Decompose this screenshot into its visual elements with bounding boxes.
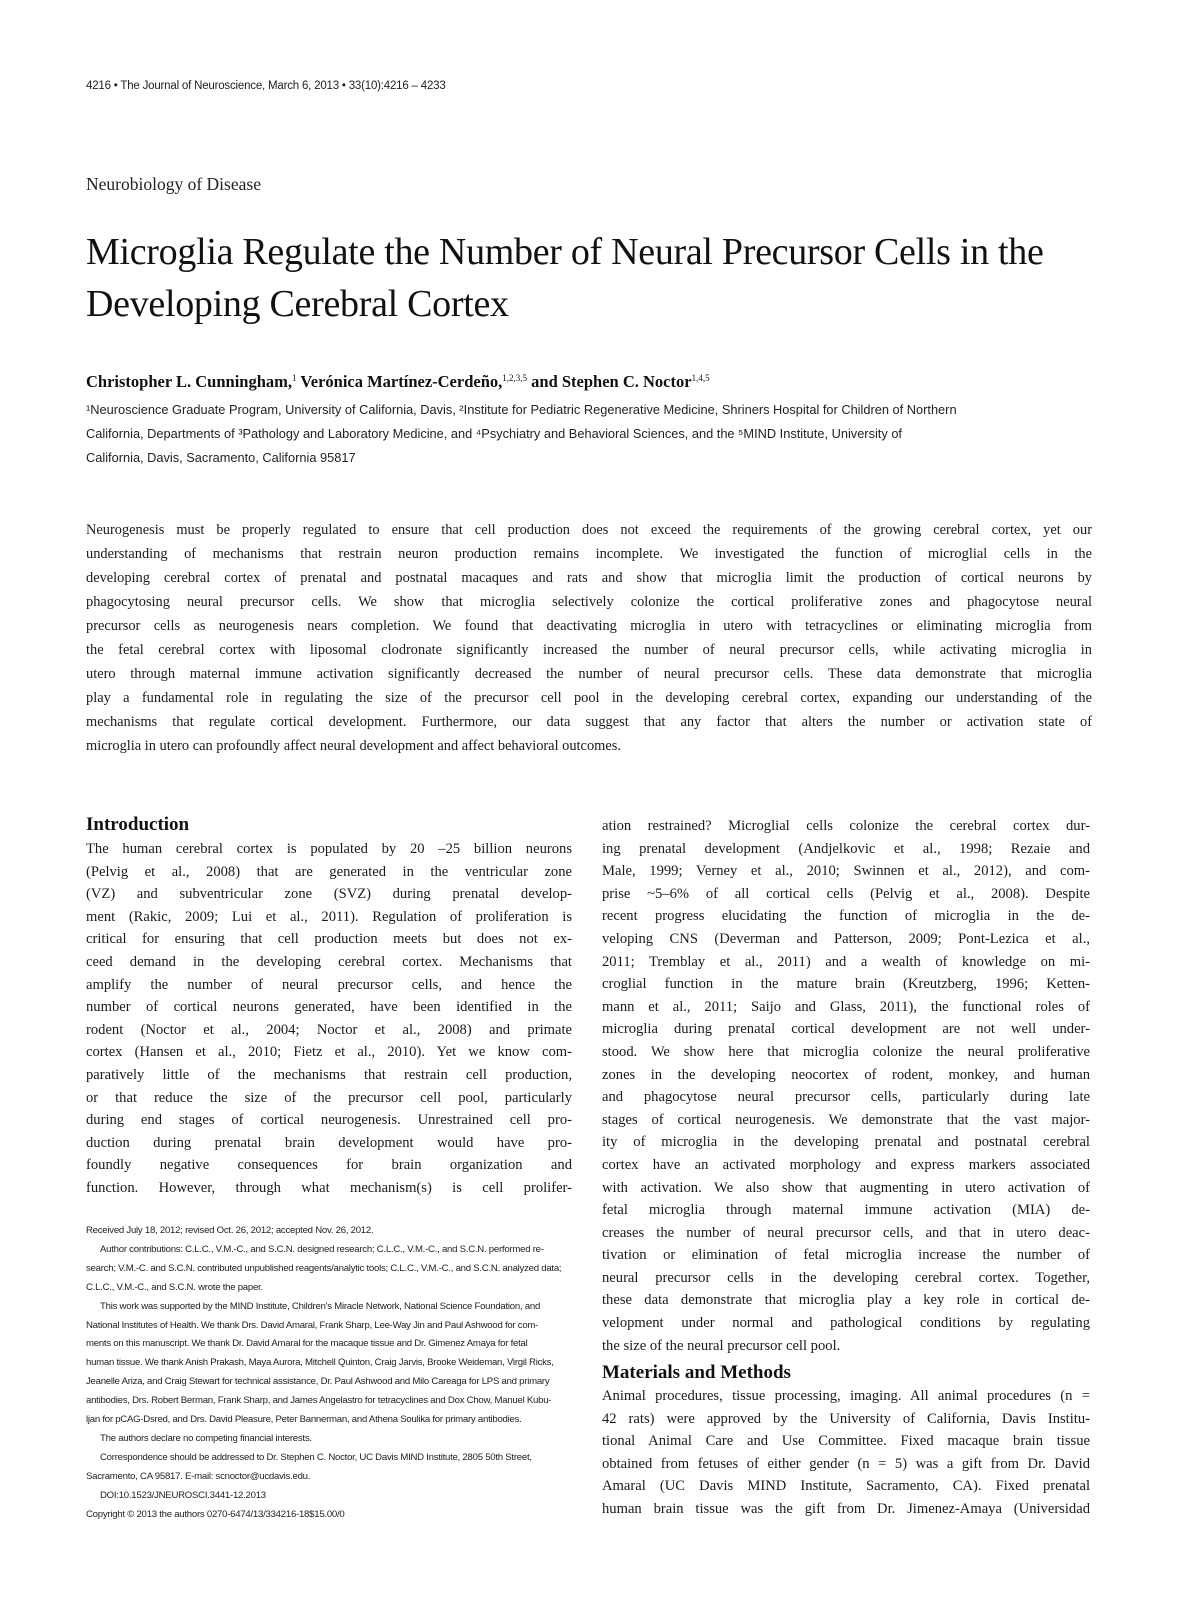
body-line: fetal microglia through maternal immune activation (MIA) de- xyxy=(602,1202,1090,1219)
body-line: ceed demand in the developing cerebral cortex. Mechanisms that xyxy=(86,953,572,970)
body-line: critical for ensuring that cell production meets but does not ex- xyxy=(86,931,572,948)
body-line: paratively little of the mechanisms that restrain cell production, xyxy=(86,1066,572,1083)
affiliation-line: California, Departments of ³Pathology and Laboratory Medicine, and ⁴Psychiatry and Behavioral Sciences, and the ⁵MIND Institute, University of xyxy=(86,426,902,441)
body-line: creases the number of neural precursor cells, and that in utero deac- xyxy=(602,1224,1090,1241)
body-line: obtained from fetuses of either gender (n = 5) was a gift from Dr. David xyxy=(602,1455,1090,1472)
body-line: (Pelvig et al., 2008) that are generated in the ventricular zone xyxy=(86,863,572,880)
footnote-line: Author contributions: C.L.C., V.M.-C., and S.C.N. designed research; C.L.C., V.M.-C., and S.C.N. performed re- xyxy=(100,1243,544,1255)
footnote-line: Jeanelle Ariza, and Craig Stewart for technical assistance, Dr. Paul Ashwood and Milo Careaga for LPS and primary xyxy=(86,1376,550,1388)
body-line: tional Animal Care and Use Committee. Fixed macaque brain tissue xyxy=(602,1433,1090,1450)
abstract-line: the fetal cerebral cortex with liposomal clodronate significantly increased the number of neural precursor cells, while activating microglia in xyxy=(86,642,1092,658)
body-line: and phagocytose neural precursor cells, particularly during late xyxy=(602,1089,1090,1106)
footnote-line: National Institutes of Health. We thank Drs. David Amaral, Frank Sharp, Lee-Way Jin and Paul Ashwood for com- xyxy=(86,1319,539,1331)
body-line: human brain tissue was the gift from Dr. Jimenez-Amaya (Universidad xyxy=(602,1500,1090,1517)
footnote-line: antibodies, Drs. Robert Berman, Frank Sharp, and James Angelastro for tetracyclines and Dox Chow, Manuel Kubu- xyxy=(86,1395,552,1407)
footnote-line: ljan for pCAG-Dsred, and Drs. David Pleasure, Peter Bannerman, and Athena Soulika for primary antibodies. xyxy=(86,1414,522,1426)
body-line: ing prenatal development (Andjelkovic et al., 1998; Rezaie and xyxy=(602,840,1090,857)
body-line: duction during prenatal brain development would have pro- xyxy=(86,1134,572,1151)
footnote-line: DOI:10.1523/JNEUROSCI.3441-12.2013 xyxy=(100,1489,266,1501)
abstract-line: mechanisms that regulate cortical development. Furthermore, our data suggest that any factor that alters the number or activation state of xyxy=(86,714,1092,730)
body-line: tivation or elimination of fetal microglia increase the number of xyxy=(602,1247,1090,1264)
body-line: zones in the developing neocortex of rodent, monkey, and human xyxy=(602,1066,1090,1083)
body-line: stages of cortical neurogenesis. We demonstrate that the vast major- xyxy=(602,1111,1090,1128)
abstract-line: play a fundamental role in regulating the size of the precursor cell pool in the developing cerebral cortex, expanding our understanding of the xyxy=(86,690,1092,706)
body-line: rodent (Noctor et al., 2004; Noctor et al., 2008) and primate xyxy=(86,1021,572,1038)
body-line: ment (Rakic, 2009; Lui et al., 2011). Regulation of proliferation is xyxy=(86,908,572,925)
body-line: ity of microglia in the developing prenatal and postnatal cerebral xyxy=(602,1134,1090,1151)
affiliation-line: ¹Neuroscience Graduate Program, University of California, Davis, ²Institute for Pediatric Regenerative Medicine, Shriners Hospital for Children of Northern xyxy=(86,402,957,417)
body-line: cortex have an activated morphology and express markers associated xyxy=(602,1156,1090,1173)
body-line: 2011; Tremblay et al., 2011) and a wealth of knowledge on mi- xyxy=(602,953,1090,970)
body-line: 42 rats) were approved by the University of California, Davis Institu- xyxy=(602,1410,1090,1427)
body-line: croglial function in the mature brain (Kreutzberg, 1996; Ketten- xyxy=(602,976,1090,993)
body-line: velopment under normal and pathological conditions by regulating xyxy=(602,1315,1090,1332)
footnote-line: This work was supported by the MIND Institute, Children's Miracle Network, National Science Foundation, and xyxy=(100,1300,541,1312)
body-line: Amaral (UC Davis MIND Institute, Sacramento, CA). Fixed prenatal xyxy=(602,1478,1090,1495)
body-line: cortex (Hansen et al., 2010; Fietz et al., 2010). Yet we know com- xyxy=(86,1044,572,1061)
body-line: during end stages of cortical neurogenesis. Unrestrained cell pro- xyxy=(86,1112,572,1129)
author-name: Verónica Martínez-Cerdeño, xyxy=(296,372,503,391)
body-line: number of cortical neurons generated, have been identified in the xyxy=(86,999,572,1016)
footnote-line: Sacramento, CA 95817. E-mail: scnoctor@ucdavis.edu. xyxy=(86,1470,311,1482)
body-line: Animal procedures, tissue processing, imaging. All animal procedures (n = xyxy=(602,1388,1090,1404)
abstract-line: developing cerebral cortex of prenatal and postnatal macaques and rats and show that microglia limit the production of cortical neurons by xyxy=(86,570,1092,586)
abstract-line: Neurogenesis must be properly regulated to ensure that cell production does not exceed the requirements of the growing cerebral cortex, yet our xyxy=(86,522,1092,538)
abstract-line: phagocytosing neural precursor cells. We show that microglia selectively colonize the cortical proliferative zones and phagocytose neural xyxy=(86,594,1092,610)
affiliation-line: California, Davis, Sacramento, California 95817 xyxy=(86,450,356,465)
author-name: and Stephen C. Noctor xyxy=(527,372,692,391)
body-line: prise ~5–6% of all cortical cells (Pelvig et al., 2008). Despite xyxy=(602,885,1090,902)
footnote-line: search; V.M.-C. and S.C.N. contributed unpublished reagents/analytic tools; C.L.C., V.M.-C., and S.C.N. analyzed data; xyxy=(86,1262,562,1274)
footnote-line: human tissue. We thank Anish Prakash, Maya Aurora, Mitchell Quinton, Craig Jarvis, Brooke Weideman, Virgil Ricks, xyxy=(86,1357,554,1369)
author-affiliation-marker: 1,2,3,5 xyxy=(502,373,528,383)
abstract xyxy=(86,518,1092,758)
abstract-line: microglia in utero can profoundly affect neural development and affect behavioral outcomes. xyxy=(86,738,621,754)
footnote-line: Received July 18, 2012; revised Oct. 26, 2012; accepted Nov. 26, 2012. xyxy=(86,1225,374,1236)
methods-heading: Materials and Methods xyxy=(602,1362,791,1383)
body-line: microglia during prenatal cortical development are not well under- xyxy=(602,1021,1090,1038)
footnote-line: Copyright © 2013 the authors 0270-6474/13/334216-18$15.00/0 xyxy=(86,1508,345,1520)
article-title: Microglia Regulate the Number of Neural Precursor Cells in the Developing Cerebral Cortex xyxy=(86,231,1044,325)
footnote-line: The authors declare no competing financial interests. xyxy=(100,1432,312,1444)
footnote-line: C.L.C., V.M.-C., and S.C.N. wrote the paper. xyxy=(86,1281,263,1293)
author-affiliation-marker: 1,4,5 xyxy=(691,373,710,383)
body-line: mann et al., 2011; Saijo and Glass, 2011), the functional roles of xyxy=(602,998,1090,1015)
author-name: Christopher L. Cunningham, xyxy=(86,372,293,391)
author-affiliation-marker: 1 xyxy=(292,373,297,383)
body-line: stood. We show here that microglia colonize the neural proliferative xyxy=(602,1043,1090,1060)
body-line: The human cerebral cortex is populated by 20 –25 billion neurons xyxy=(86,841,572,857)
body-line: amplify the number of neural precursor cells, and hence the xyxy=(86,976,572,993)
body-line: these data demonstrate that microglia play a key role in cortical de- xyxy=(602,1292,1090,1309)
affiliations xyxy=(86,398,1116,470)
methods-column xyxy=(602,1385,1090,1521)
introduction-heading: Introduction xyxy=(86,814,190,835)
running-head: 4216 • The Journal of Neuroscience, March 6, 2013 • 33(10):4216 – 4233 xyxy=(86,80,446,92)
abstract-line: utero through maternal immune activation significantly decreased the number of neural precursor cells. These data demonstrate that microglia xyxy=(86,666,1092,682)
footnote-line: Correspondence should be addressed to Dr. Stephen C. Noctor, UC Davis MIND Institute, 2805 50th Street, xyxy=(100,1451,532,1463)
body-line: (VZ) and subventricular zone (SVZ) during prenatal develop- xyxy=(86,886,572,903)
body-line: the size of the neural precursor cell pool. xyxy=(602,1337,841,1354)
body-line: Male, 1999; Verney et al., 2010; Swinnen et al., 2012), and com- xyxy=(602,863,1090,880)
section-label: Neurobiology of Disease xyxy=(86,174,261,194)
body-line: foundly negative consequences for brain organization and xyxy=(86,1157,572,1174)
abstract-line: precursor cells as neurogenesis nears completion. We found that deactivating microglia in utero with tetracyclines or eliminating microglia from xyxy=(86,618,1092,634)
body-line: or that reduce the size of the precursor cell pool, particularly xyxy=(86,1089,572,1106)
footnote-line: ments on this manuscript. We thank Dr. David Amaral for the macaque tissue and Dr. Gimenez Amaya for fetal xyxy=(86,1338,528,1350)
footnotes xyxy=(86,1222,572,1525)
introduction-right-column xyxy=(602,815,1090,1357)
author-list xyxy=(86,372,710,392)
body-line: function. However, through what mechanism(s) is cell prolifer- xyxy=(86,1179,572,1196)
body-line: ation restrained? Microglial cells colonize the cerebral cortex dur- xyxy=(602,818,1090,834)
body-line: veloping CNS (Deverman and Patterson, 2009; Pont-Lezica et al., xyxy=(602,930,1090,947)
body-line: neural precursor cells in the developing cerebral cortex. Together, xyxy=(602,1269,1090,1286)
body-line: with activation. We also show that augmenting in utero activation of xyxy=(602,1179,1090,1196)
abstract-line: understanding of mechanisms that restrain neuron production remains incomplete. We investigated the function of microglial cells in the xyxy=(86,546,1092,562)
introduction-left-column xyxy=(86,838,572,1200)
body-line: recent progress elucidating the function of microglia in the de- xyxy=(602,908,1090,925)
